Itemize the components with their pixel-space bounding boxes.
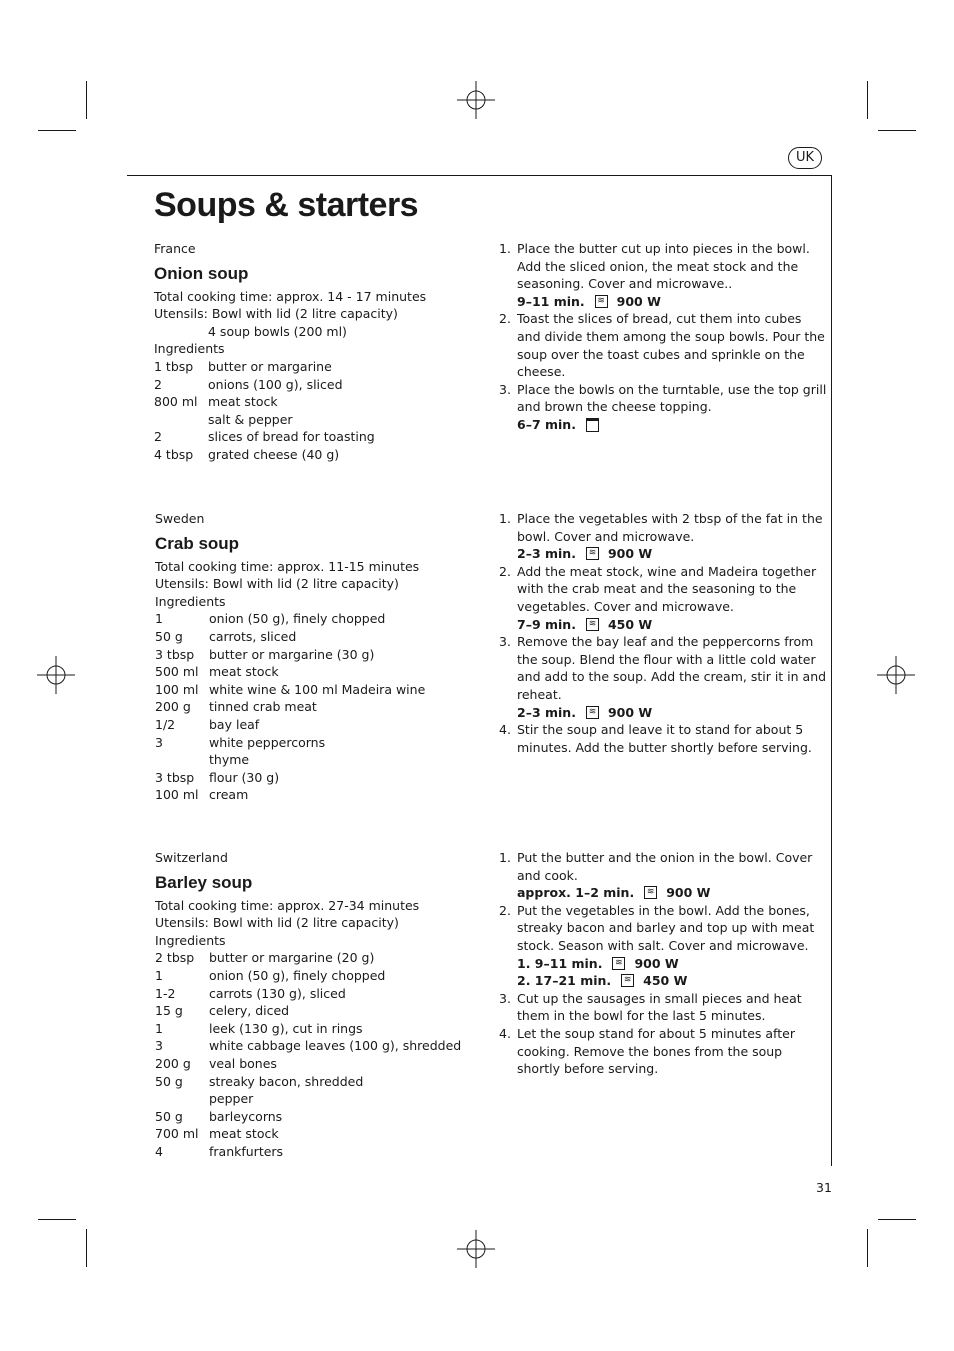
microwave-icon: ≋ [612,957,625,970]
ingredient-qty: 50 g [155,1108,183,1124]
ingredient-item: veal bones [209,1055,277,1071]
ingredient-row [155,1108,485,1126]
ingredient-row [155,786,485,804]
method-step [499,1025,827,1078]
ingredient-item: meat stock [209,1126,279,1142]
ingredient-qty: 200 g [155,1055,191,1071]
step-number: 2. [499,563,511,579]
ingredient-row [155,967,485,985]
ingredient-row [155,1020,485,1038]
cooking-time: Total cooking time: approx. 27-34 minutes [155,897,420,913]
ingredient-row [155,985,485,1003]
ingredient-item: tinned crab meat [209,699,317,715]
step-number: 4. [499,722,511,738]
ingredient-row [155,628,485,646]
step-number: 2. [499,902,511,918]
step-timing [517,616,827,634]
recipe-barley-soup [155,849,485,1161]
ingredient-item: white cabbage leaves (100 g), shredded [209,1038,462,1054]
ingredient-item: bay leaf [209,716,260,732]
ingredient-item: barleycorns [209,1108,283,1124]
ingredient-qty: 100 ml [155,787,199,803]
header-rule [127,175,832,176]
step-timing [517,972,827,990]
ingredient-row [154,446,484,464]
ingredient-qty: 500 ml [155,664,199,680]
step-text: Let the soup stand for about 5 minutes after cooking. Remove the bones from the soup shortly before serving. [517,1025,795,1077]
timing-duration: 1. 9–11 min. [517,955,603,971]
method-step [499,563,827,633]
ingredient-item: carrots, sliced [209,628,297,644]
ingredient-row [155,769,485,787]
ingredient-row [154,411,484,429]
timing-duration: 2. 17–21 min. [517,973,612,989]
language-badge: UK [788,147,822,169]
ingredient-qty: 3 [155,734,163,750]
step-text: Place the butter cut up into pieces in the bowl. Add the sliced onion, the meat stock and the seasoning. Cover and microwave.. [517,241,810,292]
timing-power: 900 W [607,704,653,720]
step-text: Place the vegetables with 2 tbsp of the fat in the bowl. Cover and microwave. [517,511,823,544]
recipe-title: Crab soup [155,533,240,553]
recipe-steps-barley-soup [499,849,827,1078]
step-number: 4. [499,1025,511,1041]
recipe-onion-soup [154,240,484,464]
ingredient-qty: 2 [154,376,162,392]
ingredient-item: white wine & 100 ml Madeira wine [209,681,426,697]
utensils: Utensils: Bowl with lid (2 litre capacity) [154,306,398,322]
registration-mark-icon [877,656,915,694]
ingredient-item: celery, diced [209,1003,290,1019]
ingredient-qty: 2 tbsp [155,950,195,966]
ingredient-item: meat stock [208,394,278,410]
crop-mark [878,130,916,131]
timing-duration: 9–11 min. [517,293,585,309]
step-text: Put the vegetables in the bowl. Add the bones, streaky bacon and barley and top up with meat stock. Season with salt. Cover and microwave. [517,902,815,953]
ingredient-qty: 3 tbsp [155,769,195,785]
page-title: Soups & starters [154,186,419,224]
utensils-extra: 4 soup bowls (200 ml) [208,323,347,339]
ingredient-row [155,1125,485,1143]
step-text: Stir the soup and leave it to stand for about 5 minutes. Add the butter shortly before serving. [517,722,812,755]
ingredient-qty: 1 tbsp [154,358,194,374]
method-step [499,310,827,380]
ingredient-row [155,949,485,967]
ingredient-qty [154,411,208,429]
ingredient-qty [155,751,209,769]
method-step [499,990,827,1025]
timing-duration: 6–7 min. [517,416,576,432]
ingredient-item: pepper [209,1091,254,1107]
registration-mark-icon [457,81,495,119]
method-step [499,510,827,563]
step-timing [517,293,827,311]
method-step [499,381,827,434]
microwave-icon: ≋ [586,618,599,631]
ingredient-item: slices of bread for toasting [208,429,375,445]
ingredient-qty [155,1090,209,1108]
step-number: 1. [499,241,511,256]
ingredient-row [154,428,484,446]
ingredient-qty: 4 [155,1143,163,1159]
ingredient-item: flour (30 g) [209,769,280,785]
recipe-title: Barley soup [155,872,253,892]
ingredient-qty: 50 g [155,628,183,644]
ingredient-qty: 1 [155,1020,163,1036]
ingredient-qty: 1 [155,967,163,983]
crop-mark [38,130,76,131]
timing-power: 450 W [607,616,653,632]
timing-duration: 2–3 min. [517,704,576,720]
ingredient-row [155,1090,485,1108]
recipe-crab-soup [155,510,485,804]
ingredient-item: salt & pepper [208,411,293,427]
ingredient-item: streaky bacon, shredded [209,1073,364,1089]
step-timing [517,416,827,434]
ingredients-label: Ingredients [155,932,226,948]
ingredient-row [155,1055,485,1073]
crop-mark [86,81,87,119]
microwave-icon: ≋ [595,295,608,308]
method-step [499,849,827,902]
step-text: Put the butter and the onion in the bowl. Cover and cook. [517,850,813,883]
ingredient-qty: 100 ml [155,681,199,697]
step-text: Place the bowls on the turntable, use the top grill and brown the cheese topping. [517,381,827,415]
ingredient-item: white peppercorns [209,734,326,750]
microwave-icon: ≋ [644,886,657,899]
microwave-icon: ≋ [586,706,599,719]
ingredient-row [155,716,485,734]
ingredient-qty: 1 [155,611,163,627]
ingredient-qty: 50 g [155,1073,183,1089]
ingredient-row [155,734,485,752]
timing-duration: 2–3 min. [517,546,576,562]
ingredient-row [155,610,485,628]
step-text: Add the meat stock, wine and Madeira together with the crab meat and the seasoning to the vegetables. Cover and microwave. [517,563,817,614]
step-text: Toast the slices of bread, cut them into cubes and divide them among the soup bowls. Pour the soup over the toast cubes and sprinkle on the cheese. [517,311,825,380]
timing-power: 450 W [643,973,688,989]
method-step [499,902,827,990]
ingredient-item: cream [209,787,249,803]
method-step [499,633,827,721]
step-number: 1. [499,511,511,526]
ingredient-qty: 15 g [155,1003,183,1019]
ingredients-label: Ingredients [155,593,226,609]
ingredient-qty: 800 ml [154,394,198,410]
recipe-country: France [154,241,196,256]
timing-power: 900 W [607,546,653,562]
step-timing [517,955,827,973]
registration-mark-icon [457,1230,495,1268]
ingredient-row [154,358,484,376]
utensils: Utensils: Bowl with lid (2 litre capacity) [155,915,399,931]
recipe-steps-crab-soup [499,510,827,756]
ingredients-label: Ingredients [154,341,225,357]
step-timing [517,704,827,722]
grill-icon [586,418,599,432]
ingredient-item: meat stock [209,664,279,680]
ingredient-qty: 3 [155,1038,163,1054]
ingredient-row [155,646,485,664]
ingredient-qty: 1-2 [155,985,176,1001]
ingredient-item: frankfurters [209,1143,284,1159]
timing-power: 900 W [634,955,679,971]
registration-mark-icon [37,656,75,694]
recipe-steps-onion-soup [499,240,827,434]
method-step [499,721,827,756]
ingredient-row [155,698,485,716]
step-number: 3. [499,990,511,1006]
recipe-country: Sweden [155,511,205,526]
step-timing [517,545,827,563]
timing-power: 900 W [616,293,661,309]
recipe-title: Onion soup [154,263,249,283]
ingredient-item: butter or margarine (30 g) [209,646,375,662]
crop-mark [867,1229,868,1267]
timing-duration: approx. 1–2 min. [517,885,635,901]
method-step [499,240,827,310]
ingredient-item: leek (130 g), cut in rings [209,1020,363,1036]
ingredient-item: onions (100 g), sliced [208,376,343,392]
ingredient-row [155,663,485,681]
step-number: 3. [499,634,511,650]
ingredient-row [155,751,485,769]
ingredient-row [154,393,484,411]
crop-mark [878,1219,916,1220]
ingredient-qty: 200 g [155,699,191,715]
step-number: 1. [499,850,511,865]
step-number: 2. [499,311,511,327]
crop-mark [38,1219,76,1220]
ingredient-qty: 700 ml [155,1126,199,1142]
ingredient-qty: 1/2 [155,716,176,732]
microwave-icon: ≋ [621,974,634,987]
ingredient-row [155,1037,485,1055]
ingredient-qty: 3 tbsp [155,646,195,662]
ingredient-item: thyme [209,752,250,768]
ingredient-item: carrots (130 g), sliced [209,985,346,1001]
timing-power: 900 W [666,885,711,901]
ingredient-row [155,681,485,699]
ingredient-item: onion (50 g), finely chopped [209,967,386,983]
crop-mark [867,81,868,119]
recipe-country: Switzerland [155,850,228,865]
ingredient-item: grated cheese (40 g) [208,446,340,462]
timing-duration: 7–9 min. [517,616,576,632]
ingredient-row [155,1002,485,1020]
ingredient-qty: 2 [154,429,162,445]
cooking-time: Total cooking time: approx. 14 - 17 minutes [154,288,427,304]
step-text: Remove the bay leaf and the peppercorns from the soup. Blend the flour with a little cold water and add to the soup. Add the cream, stir it in and reheat. [517,634,827,702]
margin-rule [831,175,832,1166]
page-number: 31 [816,1180,832,1195]
microwave-icon: ≋ [586,547,599,560]
step-number: 3. [499,381,511,397]
step-timing [517,884,827,902]
ingredient-row [155,1073,485,1091]
ingredient-item: butter or margarine [208,358,332,374]
crop-mark [86,1229,87,1267]
ingredient-row [155,1143,485,1161]
ingredient-qty: 4 tbsp [154,446,194,462]
ingredient-item: butter or margarine (20 g) [209,950,375,966]
ingredient-item: onion (50 g), finely chopped [209,611,386,627]
ingredient-row [154,376,484,394]
step-text: Cut up the sausages in small pieces and heat them in the bowl for the last 5 minutes. [517,990,802,1024]
utensils: Utensils: Bowl with lid (2 litre capacity) [155,576,399,592]
cooking-time: Total cooking time: approx. 11-15 minutes [155,558,420,574]
